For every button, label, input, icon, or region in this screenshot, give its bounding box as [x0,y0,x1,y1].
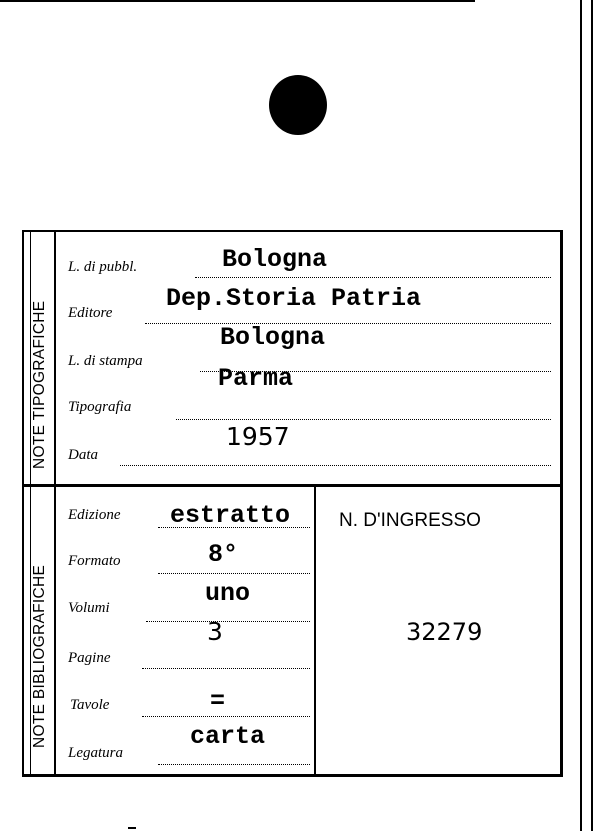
frame-bottom [22,774,563,777]
legatura-value: carta [190,722,266,751]
volumi-value: uno [205,579,251,608]
tavole-value: = [210,687,226,716]
ingresso-number: 32279 [406,618,483,646]
editore-extra-value: Bologna [220,323,326,352]
pagine-value: 3 [207,617,223,646]
data-label: Data [68,447,98,463]
luogo-stampa-label: L. di stampa [68,353,143,369]
volumi-line [146,621,310,622]
luogo-pubblicazione-value: Bologna [222,245,328,274]
card-top-edge [0,0,475,2]
data-line [120,465,551,466]
edizione-label: Edizione [68,507,121,523]
card-right-edge-outer [580,0,582,831]
tipografia-label: Tipografia [68,399,132,415]
luogo-pubblicazione-label: L. di pubbl. [68,259,138,275]
formato-value: 8° [208,540,239,569]
editore-value: Dep.Storia Patria [166,284,422,313]
legatura-line [158,764,310,765]
luogo-stampa-value: Parma [218,364,294,393]
frame-left [22,230,24,777]
formato-label: Formato [68,553,121,569]
tavole-line [142,716,310,717]
editore-line [145,323,551,324]
formato-line [158,573,310,574]
ingresso-divider [314,487,316,775]
note-tipografiche-label: NOTE TIPOGRAFICHE [31,300,48,469]
label-column-divider [54,230,56,777]
scan-mark [128,827,136,829]
frame-top [22,230,562,232]
tipografia-line [176,419,551,420]
frame-right [560,230,563,777]
volumi-label: Volumi [68,600,110,616]
data-value: 1957 [226,422,290,451]
ingresso-label: N. D'INGRESSO [339,510,481,531]
pagine-line [142,668,310,669]
punch-hole [269,75,327,135]
tavole-label: Tavole [70,697,110,713]
luogo-pubblicazione-line [195,277,551,278]
note-bibliografiche-label: NOTE BIBLIOGRAFICHE [31,564,48,748]
edizione-value: estratto [170,501,291,530]
pagine-label: Pagine [68,650,111,666]
card-right-edge-inner [591,0,593,831]
legatura-label: Legatura [68,745,124,761]
section-divider [22,484,563,487]
editore-label: Editore [68,305,113,321]
